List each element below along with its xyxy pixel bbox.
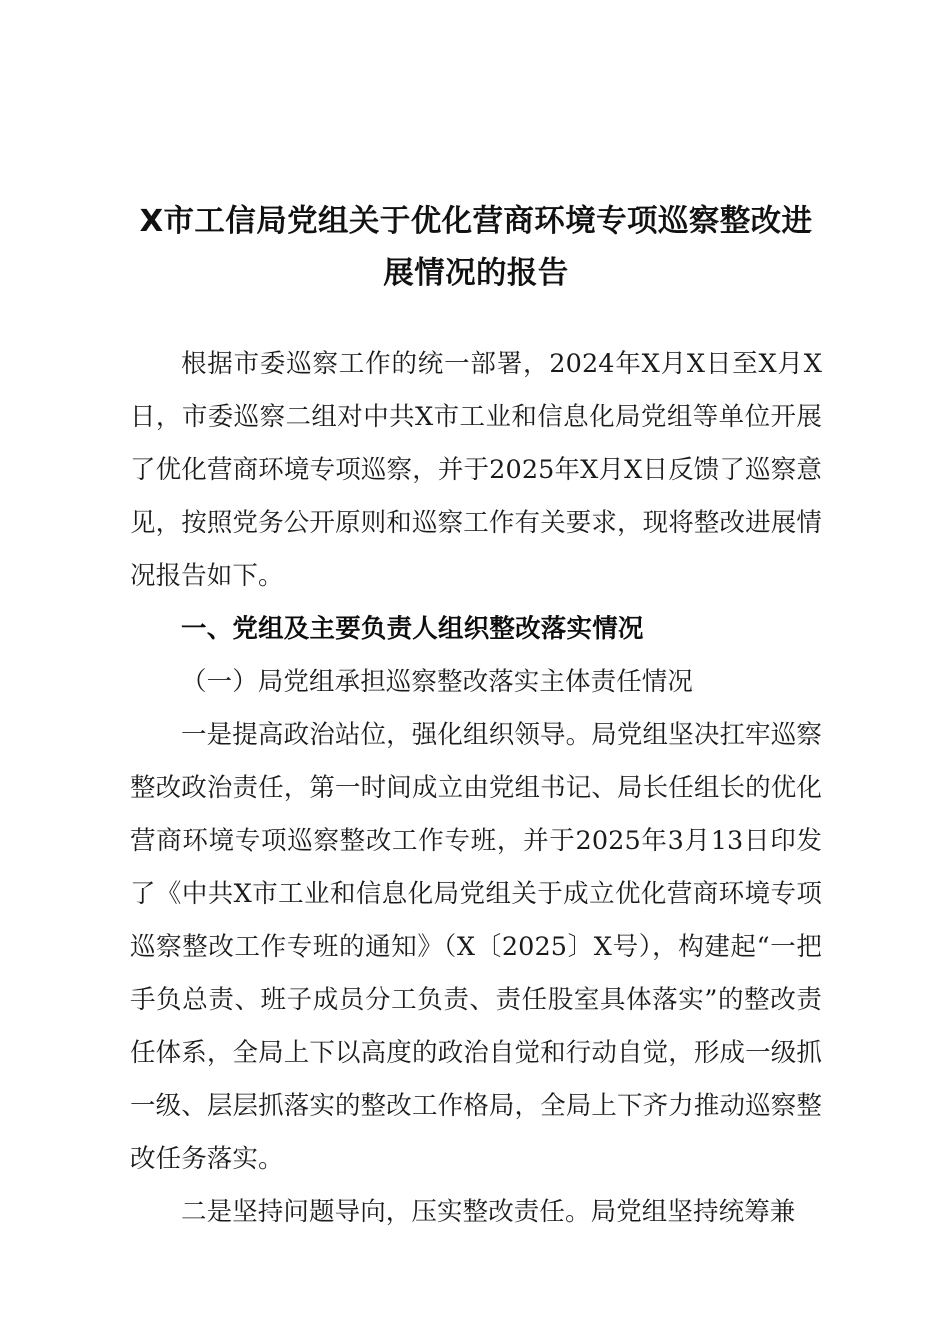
document-title: X市工信局党组关于优化营商环境专项巡察整改进展情况的报告 — [139, 204, 813, 291]
subsection-heading-1-1: （一）局党组承担巡察整改落实主体责任情况 — [181, 667, 694, 697]
document-content-area — [130, 0, 822, 1239]
lead-paragraph: 根据市委巡察工作的统一部署，2024年X月X日至X月X日，市委巡察二组对中共X市工业和信息化局党组等单位开展了优化营商环境专项巡察，并于2025年X月X日反馈了巡察意见，按照党务公开原则和巡察工作有关要求，现将整改进展情况报告如下。 — [130, 349, 822, 591]
body-paragraph-point-1: 一是提高政治站位，强化组织领导。局党组坚决扛牢巡察整改政治责任，第一时间成立由党组书记、局长任组长的优化营商环境专项巡察整改工作专班，并于2025年3月13日印发了《中共X市工业和信息化局党组关于成立优化营商环境专项巡察整改工作专班的通知》（X〔2025〕X号），构建起“一把手负总责、班子成员分工负责、责任股室具体落实”的整改责任体系，全局上下以高度的政治自觉和行动自觉，形成一级抓一级、层层抓落实的整改工作格局，全局上下齐力推动巡察整改任务落实。 — [130, 720, 822, 1174]
body-paragraph-point-2: 二是坚持问题导向，压实整改责任。局党组坚持统筹兼 — [181, 1197, 796, 1227]
section-heading-1: 一、党组及主要负责人组织整改落实情况 — [181, 614, 644, 644]
